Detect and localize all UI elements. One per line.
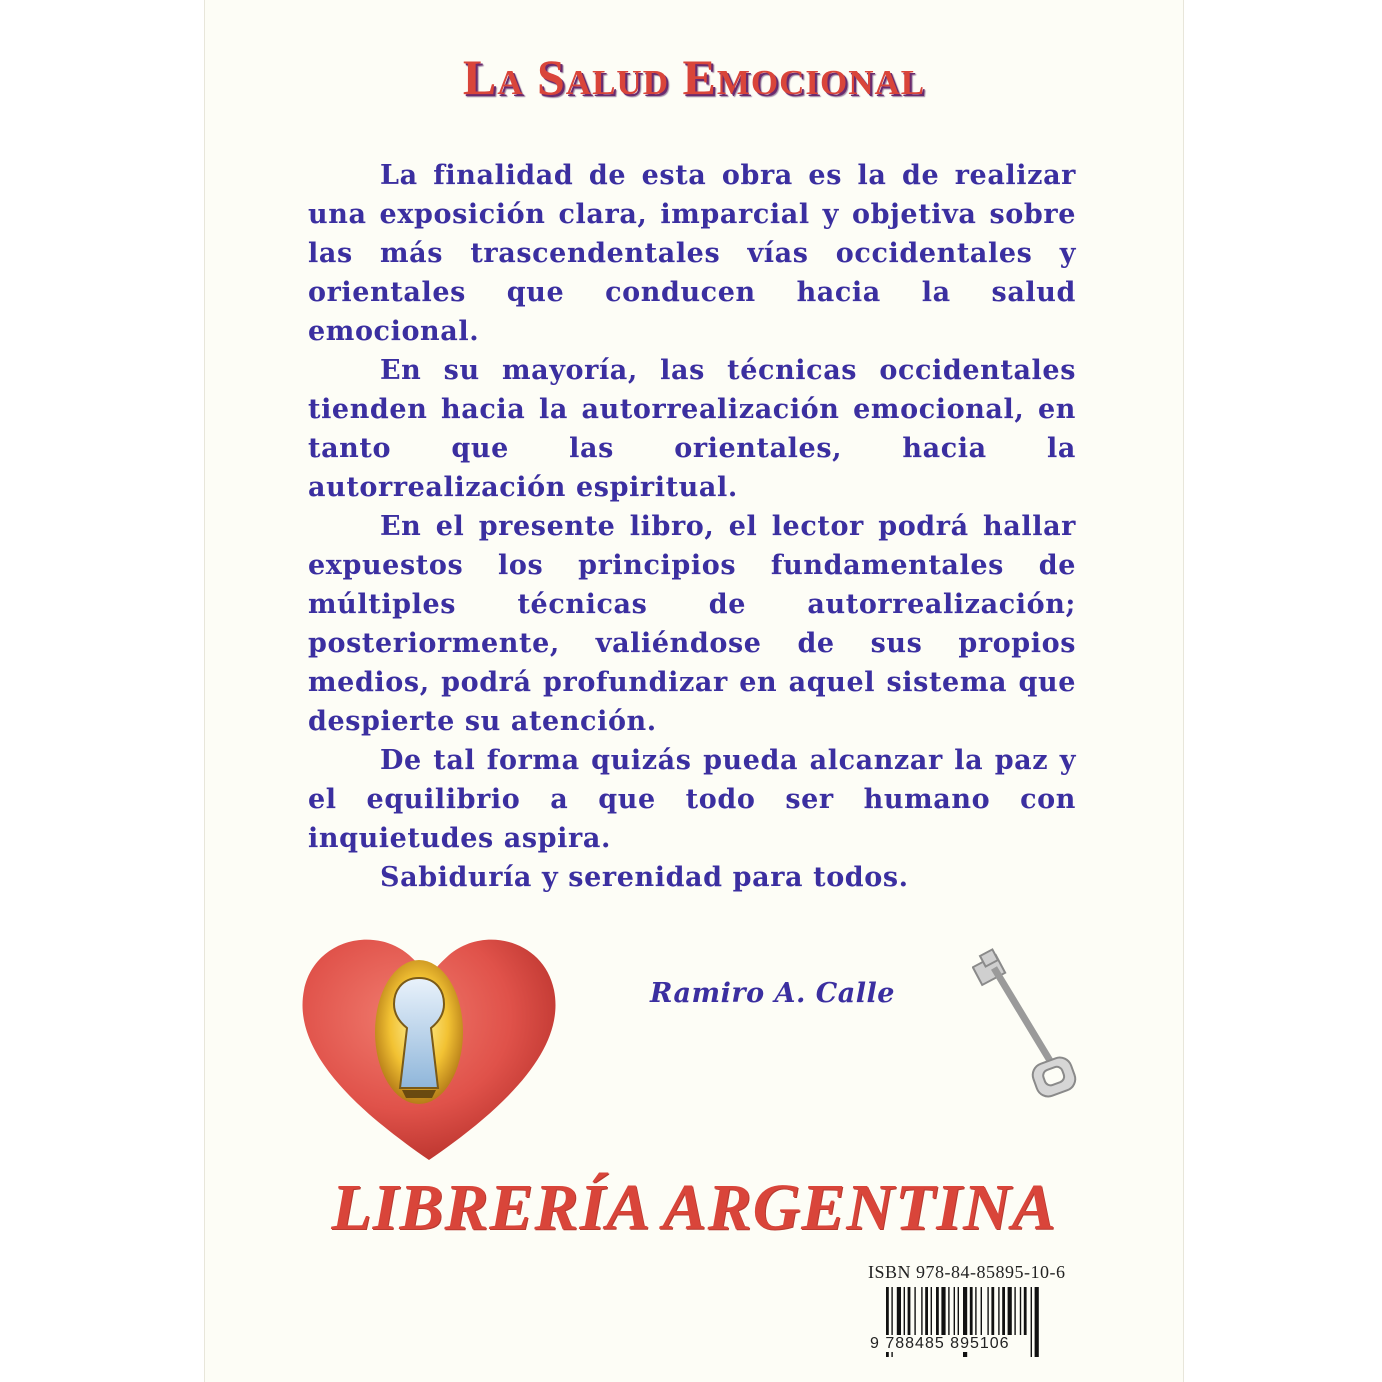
barcode-bar: [936, 1287, 939, 1335]
barcode-bar: [981, 1287, 982, 1335]
barcode-bar: [987, 1287, 988, 1335]
barcode-bar: [1014, 1287, 1015, 1335]
barcode-bar: [904, 1287, 905, 1335]
barcode-bar: [921, 1287, 922, 1335]
barcode-bar: [941, 1287, 945, 1335]
barcode-bar: [991, 1287, 994, 1335]
barcode-bar: [958, 1287, 959, 1335]
barcode-bar: [1008, 1287, 1012, 1335]
synopsis-paragraph: La finalidad de esta obra es la de realizar una exposición clara, imparcial y objetiva sobre las más trascendentales vías occidentales y orientales que conducen hacia la salud emocional.: [308, 160, 1076, 347]
barcode-bar: [914, 1287, 915, 1335]
back-cover: [204, 0, 1184, 1382]
barcode-bar: [908, 1287, 911, 1335]
author-name: Ramiro A. Calle: [650, 978, 895, 1009]
synopsis-paragraph: En su mayoría, las técnicas occidentales tienden hacia la autorrealización emocional, en tanto que las orientales, hacia la autorrealización espiritual.: [308, 355, 1076, 503]
barcode-bar: [1002, 1287, 1005, 1335]
synopsis-paragraph: Sabiduría y serenidad para todos.: [380, 862, 909, 893]
barcode-bar: [1020, 1287, 1021, 1335]
publisher-name: LIBRERÍA ARGENTINA: [331, 1171, 1057, 1244]
barcode-bar: [998, 1287, 999, 1335]
barcode-bar: [1024, 1287, 1027, 1335]
barcode-bar: [948, 1287, 949, 1335]
barcode-bar: [931, 1287, 932, 1335]
barcode-bar: [970, 1287, 973, 1335]
book-title: La Salud Emocional: [462, 49, 926, 105]
isbn-number: ISBN 978-84-85895-10-6: [868, 1262, 1066, 1282]
synopsis-paragraph: De tal forma quizás pueda alcanzar la paz y el equilibrio a que todo ser humano con inquietudes aspira.: [308, 745, 1076, 854]
barcode-digits: 9 788485 895106: [870, 1335, 1010, 1352]
synopsis-paragraph: En el presente libro, el lector podrá hallar expuestos los principios fundamentales de múltiples técnicas de autorrealización; posteriormente, valiéndose de sus propios medios, podrá profundizar en aquel sistema que despierte su atención.: [308, 511, 1076, 737]
barcode-bar: [925, 1287, 928, 1335]
synopsis: [308, 156, 1076, 897]
barcode-bar: [897, 1287, 901, 1335]
heart-keyhole-icon: [294, 920, 564, 1165]
barcode-bar: [975, 1287, 976, 1335]
barcode-bar: [954, 1287, 955, 1335]
key-icon: [972, 946, 1082, 1102]
